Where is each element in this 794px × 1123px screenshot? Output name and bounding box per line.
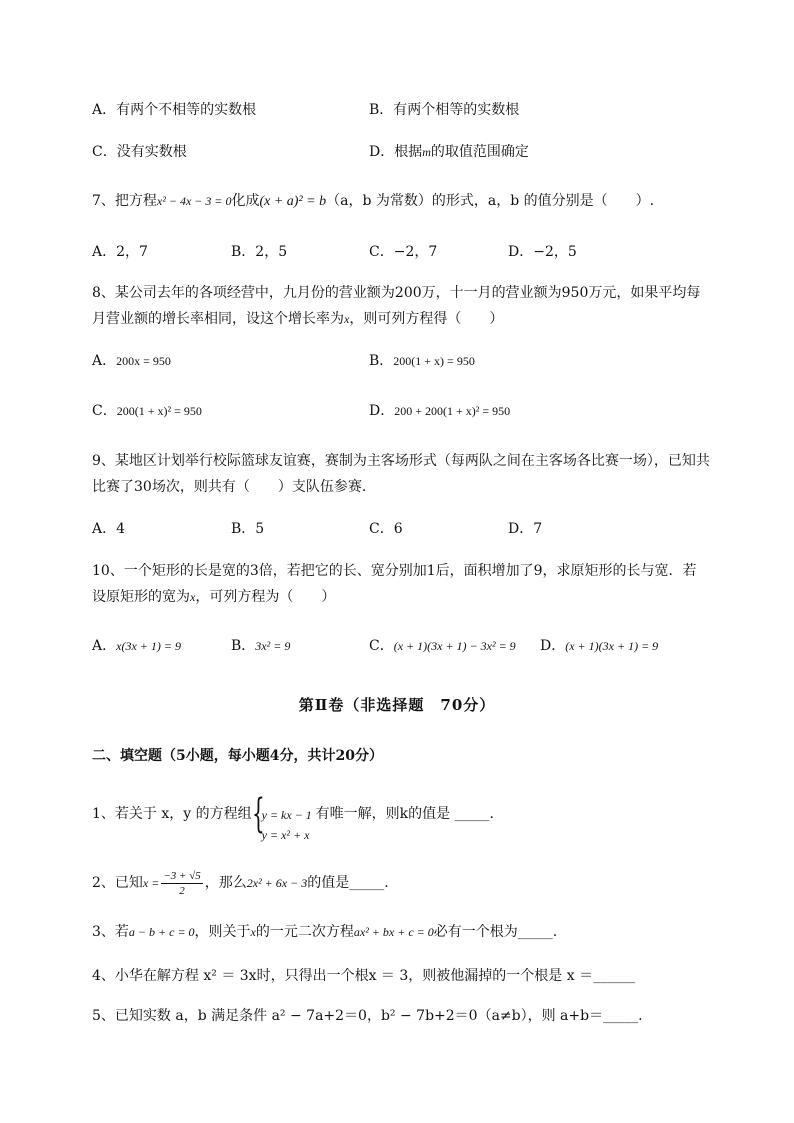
q7-option-a: A．2，7 bbox=[92, 244, 148, 260]
fill-3 bbox=[92, 922, 557, 942]
q10-option-d-label: D． bbox=[540, 638, 566, 654]
q10-option-b bbox=[231, 636, 290, 656]
q10-option-a bbox=[92, 636, 181, 656]
fill-2-prefix: 2、已知 bbox=[92, 875, 143, 891]
q8-option-d-label: D． bbox=[369, 403, 395, 419]
fill-1-suffix: 有唯一解，则k的值是 _____. bbox=[315, 806, 495, 822]
q8-option-d bbox=[369, 401, 510, 421]
q9-option-a: A．4 bbox=[92, 521, 126, 537]
q9-option-d: D．7 bbox=[508, 521, 543, 537]
fill-3-condition: a − b + c = 0 bbox=[128, 925, 195, 939]
q8-line2-var: x bbox=[344, 312, 350, 326]
fill-1-equation-system bbox=[251, 791, 316, 842]
fill-3-mid2: 的一元二次方程 bbox=[255, 924, 354, 940]
q8-option-c-expr: 200(1 + x)² = 950 bbox=[116, 404, 202, 418]
q10-option-d bbox=[540, 636, 658, 656]
fill-3-mid1: ，则关于 bbox=[194, 924, 251, 940]
fill-2-x-eq: x = bbox=[142, 876, 160, 890]
q6-option-a: A．有两个不相等的实数根 bbox=[92, 102, 257, 118]
fill-3-prefix: 3、若 bbox=[92, 924, 129, 940]
q6-option-d bbox=[369, 142, 529, 162]
fill-2-expression: 2x² + 6x − 3 bbox=[246, 876, 308, 890]
fill-4: 4、小华在解方程 x² ＝ 3x时，只得出一个根x ＝ 3，则被他漏掉的一个根是 x ＝______ bbox=[92, 968, 636, 984]
fill-2-fraction bbox=[161, 869, 202, 898]
q9-option-b: B．5 bbox=[231, 521, 265, 537]
fill-1-system-eq2: y = x² + x bbox=[261, 828, 310, 842]
q8-option-b-expr: 200(1 + x) = 950 bbox=[393, 354, 475, 368]
q8-option-b bbox=[369, 351, 475, 371]
q10-option-b-label: B． bbox=[231, 638, 256, 654]
q7-option-d: D．−2，5 bbox=[508, 244, 577, 260]
fill-5: 5、已知实数 a，b 满足条件 a² − 7a+2＝0，b² − 7b+2＝0（a≠b），则 a+b＝_____. bbox=[92, 1008, 643, 1024]
q8-option-a-expr: 200x = 950 bbox=[116, 354, 171, 368]
q8-line2-prefix: 月营业额的增长率相同，设这个增长率为 bbox=[92, 311, 344, 327]
fill-in-blank-heading: 二、填空题（5小题，每小题4分，共计20分） bbox=[92, 748, 383, 764]
q8-stem-line1: 8、某公司去年的各项经营中，九月份的营业额为200万，十一月的营业额为950万元，如果平均每 bbox=[92, 285, 701, 301]
q7-equation: x² − 4x − 3 = 0 bbox=[156, 194, 232, 208]
q10-option-a-label: A． bbox=[92, 638, 117, 654]
fill-2-mid: ，那么 bbox=[204, 875, 247, 891]
q10-option-c-expr: (x + 1)(3x + 1) − 3x² = 9 bbox=[393, 639, 516, 653]
q8-option-a-label: A． bbox=[92, 353, 117, 369]
q9-stem-line2: 比赛了30场次，则共有（ ）支队伍参赛. bbox=[92, 479, 367, 495]
q10-option-b-expr: 3x² = 9 bbox=[255, 639, 291, 653]
fill-1-system-eq1: y = kx − 1 bbox=[261, 808, 312, 822]
q8-option-d-expr: 200 + 200(1 + x)² = 950 bbox=[394, 404, 511, 418]
fill-2-suffix: 的值是_____. bbox=[307, 875, 389, 891]
q8-option-c-label: C． bbox=[92, 403, 117, 419]
fill-2-fraction-denominator: 2 bbox=[179, 884, 185, 897]
q7-form: (x + a)² = b bbox=[259, 194, 327, 209]
q6-option-d-prefix: D．根据 bbox=[369, 144, 423, 160]
q10-line2-suffix: ，可列方程为（ ） bbox=[195, 589, 336, 605]
q9-option-c: C．6 bbox=[369, 521, 403, 537]
q10-option-c bbox=[369, 636, 516, 656]
fill-2 bbox=[92, 866, 389, 900]
fill-1-prefix: 1、若关于 x，y 的方程组 bbox=[92, 806, 252, 822]
fill-3-equation: ax² + bx + c = 0 bbox=[353, 925, 434, 939]
q7-option-b: B．2，5 bbox=[231, 244, 288, 260]
q10-stem-line1: 10、一个矩形的长是宽的3倍，若把它的长、宽分别加1后，面积增加了9，求原矩形的长与宽．若 bbox=[92, 563, 697, 579]
q8-line2-suffix: ，则可列方程得（ ） bbox=[349, 311, 504, 327]
q8-option-c bbox=[92, 401, 202, 421]
fill-2-fraction-numerator: −3 + √5 bbox=[163, 869, 201, 882]
q10-line2-prefix: 设原矩形的宽为 bbox=[92, 589, 190, 605]
q10-option-c-label: C． bbox=[369, 638, 394, 654]
q7-option-c: C．−2，7 bbox=[369, 244, 438, 260]
q6-option-c: C．没有实数根 bbox=[92, 144, 187, 160]
fill-1 bbox=[92, 791, 495, 842]
q8-option-b-label: B． bbox=[369, 353, 394, 369]
q6-option-d-var: m bbox=[422, 145, 431, 159]
q10-line2-var: x bbox=[190, 590, 196, 604]
q7-suffix: （a，b 为常数）的形式，a，b 的值分别是（ ）. bbox=[326, 193, 655, 209]
q7-stem bbox=[92, 191, 654, 212]
q8-stem-line2 bbox=[92, 309, 503, 329]
q8-option-a bbox=[92, 351, 171, 371]
q6-option-b: B．有两个相等的实数根 bbox=[369, 102, 520, 118]
q10-option-d-expr: (x + 1)(3x + 1) = 9 bbox=[565, 639, 659, 653]
q7-prefix: 7、把方程 bbox=[92, 193, 157, 209]
section-2-title: 第Ⅱ卷（非选择题 70分） bbox=[298, 696, 496, 714]
fill-3-var: x bbox=[250, 925, 256, 939]
q10-stem-line2 bbox=[92, 587, 335, 607]
q9-stem-line1: 9、某地区计划举行校际篮球友谊赛，赛制为主客场形式（每两队之间在主客场各比赛一场），已知共 bbox=[92, 453, 710, 469]
fill-3-suffix: 必有一个根为_____. bbox=[433, 924, 558, 940]
q6-option-d-suffix: 的取值范围确定 bbox=[430, 144, 529, 160]
q10-option-a-expr: x(3x + 1) = 9 bbox=[116, 639, 181, 653]
q7-mid: 化成 bbox=[231, 193, 260, 209]
left-brace-icon: { bbox=[251, 791, 265, 837]
